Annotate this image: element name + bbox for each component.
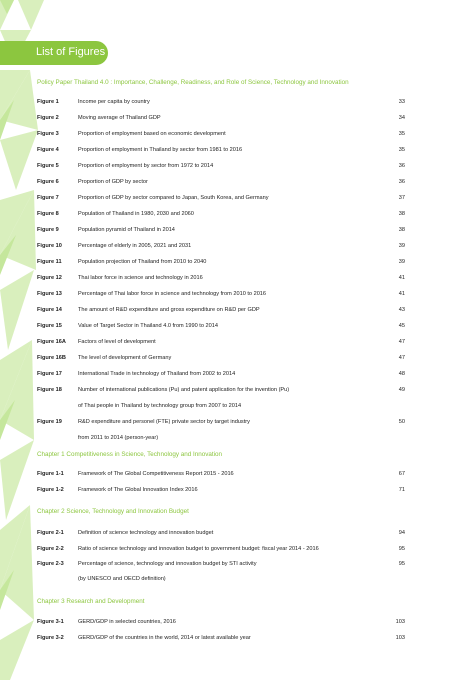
figure-title: Framework of The Global Competitiveness Report 2015 - 2016: [78, 471, 234, 477]
figure-page: 47: [398, 355, 405, 361]
figure-page: 39: [398, 243, 405, 249]
figure-title: International Trade in technology of Thailand from 2002 to 2014: [78, 371, 236, 377]
figure-title: Percentage of elderly in 2005, 2021 and 2031: [78, 243, 192, 249]
figure-page: 37: [398, 195, 405, 201]
figure-label: Figure 1-1: [37, 471, 64, 477]
figure-label: Figure 4: [37, 147, 59, 153]
figure-entry[interactable]: [0, 195, 454, 205]
page-title: List of Figures: [36, 46, 106, 58]
figure-title: Population projection of Thailand from 2010 to 2040: [78, 259, 207, 265]
figure-label: Figure 3-2: [37, 635, 64, 641]
figure-entry[interactable]: [0, 243, 454, 253]
figure-label: Figure 2: [37, 115, 59, 121]
figure-title: Value of Target Sector in Thailand 4.0 from 1990 to 2014: [78, 323, 218, 329]
figure-title: GERD/GDP of the countries in the world, 2014 or latest available year: [78, 635, 251, 641]
figure-title-continuation: (by UNESCO and OECD definition): [78, 576, 166, 582]
figure-entry[interactable]: [0, 635, 454, 645]
figure-title: Definition of science technology and innovation budget: [78, 530, 214, 536]
figure-label: Figure 19: [37, 419, 62, 425]
figure-title: Framework of The Global Innovation Index 2016: [78, 487, 198, 493]
figure-entry[interactable]: [0, 323, 454, 333]
figure-entry[interactable]: [0, 291, 454, 301]
figure-page: 50: [398, 419, 405, 425]
figure-title: The level of development of Germany: [78, 355, 172, 361]
figure-entry[interactable]: [0, 419, 454, 429]
figure-title: Population pyramid of Thailand in 2014: [78, 227, 175, 233]
figure-title-continuation: of Thai people in Thailand by technology group from 2007 to 2014: [78, 403, 242, 409]
figure-page: 103: [395, 635, 405, 641]
figure-page: 95: [398, 561, 405, 567]
section-heading-policy-paper: Policy Paper Thailand 4.0 : Importance, Challenge, Readiness, and Role of Science, Technology and Innovation: [37, 79, 349, 86]
figure-label: Figure 6: [37, 179, 59, 185]
section-heading-chapter-2: Chapter 2 Science, Technology and Innovation Budget: [37, 508, 189, 515]
figure-label: Figure 1-2: [37, 487, 64, 493]
figure-label: Figure 14: [37, 307, 62, 313]
figure-entry[interactable]: [0, 99, 454, 109]
figure-page: 67: [398, 471, 405, 477]
figure-page: 41: [398, 275, 405, 281]
figure-page: 49: [398, 387, 405, 393]
figure-entry[interactable]: [0, 471, 454, 481]
figure-page: 71: [398, 487, 405, 493]
figure-page: 39: [398, 259, 405, 265]
figure-label: Figure 2-2: [37, 546, 64, 552]
figure-entry[interactable]: [0, 307, 454, 317]
figure-label: Figure 18: [37, 387, 62, 393]
figure-title: Factors of level of development: [78, 339, 156, 345]
figure-title: Moving average of Thailand GDP: [78, 115, 161, 121]
figure-label: Figure 2-3: [37, 561, 64, 567]
section-heading-chapter-3: Chapter 3 Research and Development: [37, 598, 145, 605]
figure-title: Thai labor force in science and technology in 2016: [78, 275, 203, 281]
figure-page: 38: [398, 227, 405, 233]
figure-title: Proportion of employment by sector from 1972 to 2014: [78, 163, 214, 169]
figure-entry[interactable]: [0, 530, 454, 540]
figure-entry[interactable]: [0, 275, 454, 285]
figure-title: GERD/GDP in selected countries, 2016: [78, 619, 176, 625]
figure-label: Figure 7: [37, 195, 59, 201]
figure-entry[interactable]: [0, 355, 454, 365]
figure-page: 36: [398, 163, 405, 169]
figure-page: 47: [398, 339, 405, 345]
figure-page: 35: [398, 131, 405, 137]
figure-page: 34: [398, 115, 405, 121]
figure-label: Figure 9: [37, 227, 59, 233]
figure-label: Figure 17: [37, 371, 62, 377]
figure-title: Number of international publications (Pu) and patent application for the invention (Pu): [78, 387, 290, 393]
figure-entry[interactable]: [0, 387, 454, 397]
figure-label: Figure 12: [37, 275, 62, 281]
figure-page: 45: [398, 323, 405, 329]
figure-entry[interactable]: [0, 147, 454, 157]
figure-page: 48: [398, 371, 405, 377]
figure-page: 94: [398, 530, 405, 536]
figure-title: Percentage of Thai labor force in science and technology from 2010 to 2016: [78, 291, 267, 297]
figure-entry[interactable]: [0, 561, 454, 571]
figure-page: 103: [395, 619, 405, 625]
figure-label: Figure 3: [37, 131, 59, 137]
figure-title: Proportion of employment based on economic development: [78, 131, 226, 137]
figure-label: Figure 10: [37, 243, 62, 249]
figure-title-continuation: from 2011 to 2014 (person-year): [78, 435, 159, 441]
figure-page: 35: [398, 147, 405, 153]
figure-label: Figure 8: [37, 211, 59, 217]
figure-entry[interactable]: [0, 546, 454, 556]
figure-title: Income per capita by country: [78, 99, 150, 105]
figure-label: Figure 15: [37, 323, 62, 329]
figure-title: Percentage of science, technology and innovation budget by STI activity: [78, 561, 257, 567]
figure-page: 36: [398, 179, 405, 185]
figure-entry[interactable]: [0, 179, 454, 189]
figure-entry[interactable]: [0, 259, 454, 269]
figure-page: 95: [398, 546, 405, 552]
figure-entry[interactable]: [0, 211, 454, 221]
figure-entry[interactable]: [0, 227, 454, 237]
figure-page: 38: [398, 211, 405, 217]
figure-label: Figure 16B: [37, 355, 66, 361]
figure-entry[interactable]: [0, 163, 454, 173]
figure-entry[interactable]: [0, 371, 454, 381]
section-heading-chapter-1: Chapter 1 Competitiveness in Science, Technology and Innovation: [37, 451, 223, 458]
figure-page: 43: [398, 307, 405, 313]
figure-title: The amount of R&D expenditure and gross expenditure on R&D per GDP: [78, 307, 260, 313]
figure-title: Ratio of science technology and innovation budget to government budget: fiscal year 2014 - 2016: [78, 546, 319, 552]
figure-label: Figure 16A: [37, 339, 66, 345]
figure-title: R&D expenditure and personel (FTE) private sector by target industry: [78, 419, 250, 425]
figure-title: Population of Thailand in 1980, 2030 and 2060: [78, 211, 194, 217]
figure-label: Figure 1: [37, 99, 59, 105]
figure-entry[interactable]: [0, 115, 454, 125]
figure-entry[interactable]: [0, 487, 454, 497]
figure-title: Proportion of GDP by sector: [78, 179, 148, 185]
figure-page: 33: [398, 99, 405, 105]
figure-label: Figure 11: [37, 259, 62, 265]
figure-entry[interactable]: [0, 131, 454, 141]
figure-label: Figure 13: [37, 291, 62, 297]
figure-label: Figure 5: [37, 163, 59, 169]
figure-title: Proportion of GDP by sector compared to Japan, South Korea, and Germany: [78, 195, 269, 201]
figure-label: Figure 3-1: [37, 619, 64, 625]
figure-entry[interactable]: [0, 619, 454, 629]
figure-title: Proportion of employment in Thailand by sector from 1981 to 2016: [78, 147, 243, 153]
figure-label: Figure 2-1: [37, 530, 64, 536]
figure-page: 41: [398, 291, 405, 297]
figure-entry[interactable]: [0, 339, 454, 349]
